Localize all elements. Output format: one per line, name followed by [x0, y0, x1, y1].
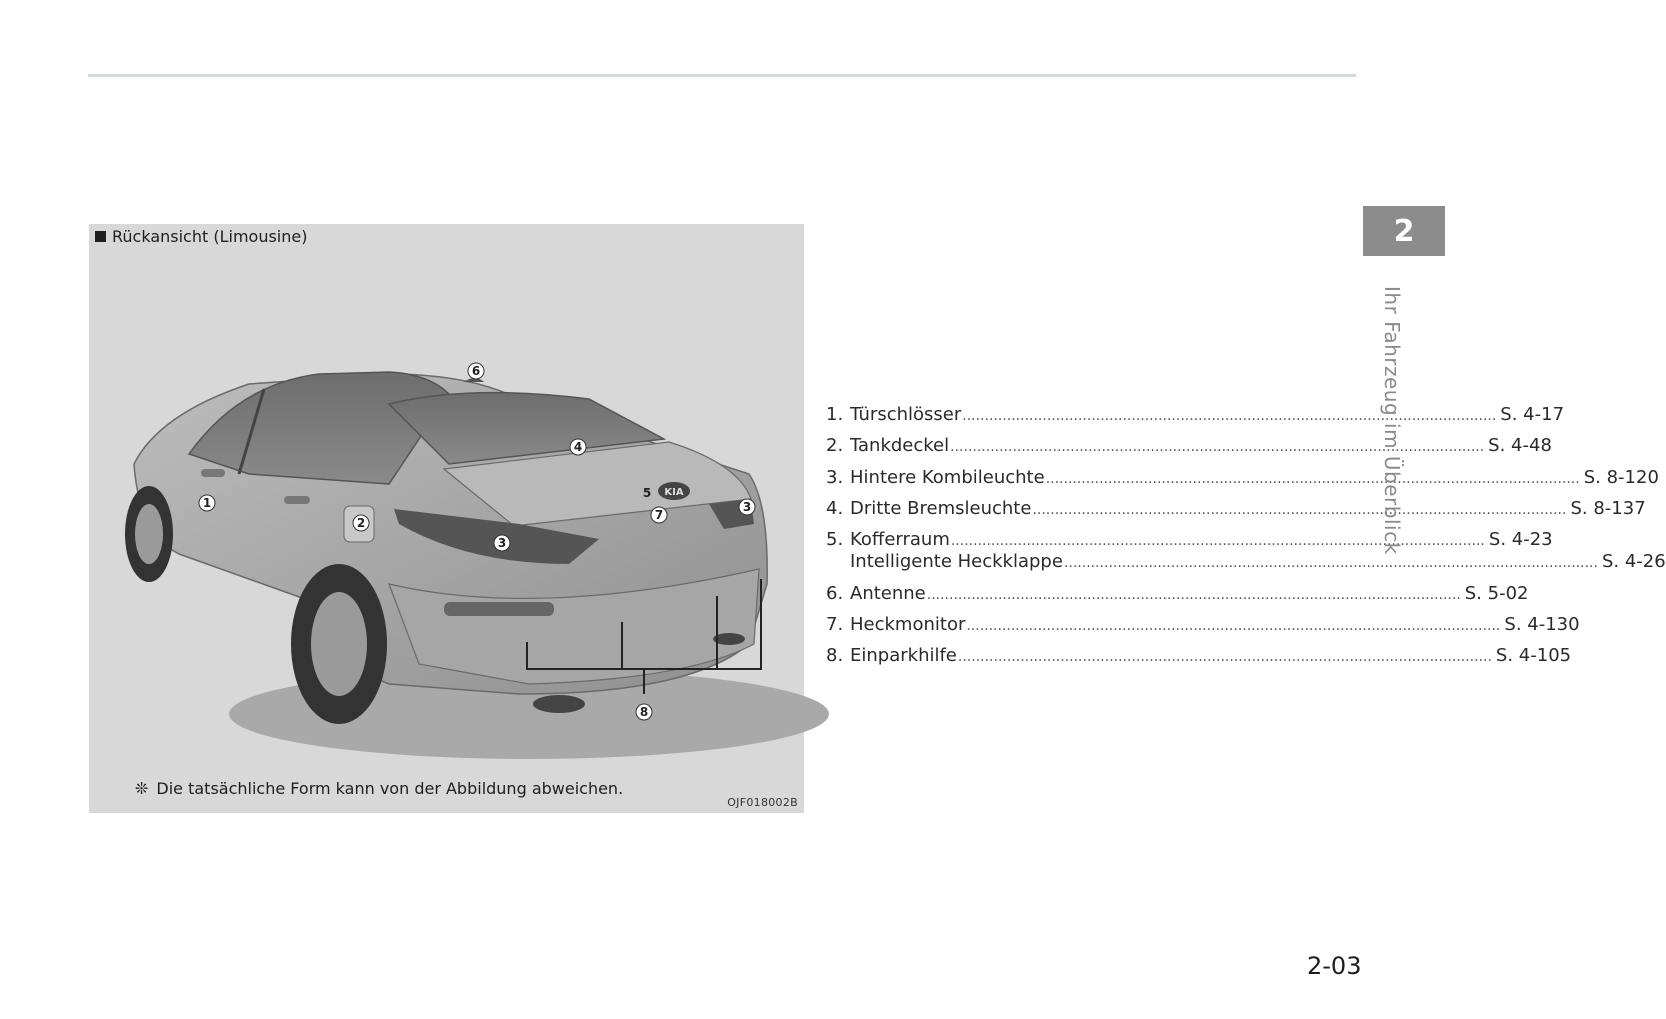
door-handle-rear — [284, 496, 310, 504]
callout-3a: 3 — [497, 536, 507, 550]
legend-page-ref: S. 4-105 — [1495, 645, 1572, 667]
legend-page-ref: S. 4-130 — [1504, 614, 1580, 636]
rear-rim — [311, 592, 367, 696]
legend-item — [826, 610, 1580, 641]
callout-6: 6 — [471, 364, 481, 378]
callout-5: 5 — [642, 486, 652, 500]
legend-label: Einparkhilfe — [850, 645, 957, 667]
callout-2: 2 — [356, 516, 366, 530]
chapter-title: Ihr Fahrzeug im Überblick — [1380, 286, 1404, 555]
leader-dots: ........................................................................................................................ — [957, 649, 1492, 666]
note-asterisk-icon: ❊ — [135, 779, 149, 798]
legend-number: 1. — [826, 404, 844, 425]
rear-view-figure — [89, 224, 804, 813]
callout-4: 4 — [573, 440, 583, 454]
header-rule — [88, 74, 1356, 77]
legend-label: Heckmonitor — [850, 614, 966, 636]
legend-page-ref: S. 4-17 — [1500, 404, 1565, 425]
leader-dots: ........................................................................................................................ — [1032, 501, 1567, 518]
legend-page-ref: S. 4-23 — [1488, 529, 1553, 551]
legend-number: 2. — [826, 435, 844, 457]
legend-number: 7. — [826, 614, 844, 636]
legend-number: 8. — [826, 645, 844, 667]
legend-number: 3. — [826, 466, 844, 488]
reflector — [444, 602, 554, 616]
leader-dots: ........................................................................................................................ — [1063, 555, 1598, 572]
legend-page-ref: S. 8-137 — [1570, 497, 1646, 519]
legend-label: Antenne — [850, 582, 926, 604]
legend-page-ref: S. 4-48 — [1488, 435, 1552, 457]
legend-label: Tankdeckel — [850, 435, 950, 457]
leader-dots: ........................................................................................................................ — [950, 533, 1485, 550]
chapter-tab: 2 — [1363, 206, 1445, 256]
leader-dots: ........................................................................................................................ — [962, 408, 1497, 424]
leader-dots: ........................................................................................................................ — [950, 439, 1485, 456]
legend-label: Türschlösser — [850, 404, 962, 425]
legend-item — [826, 431, 1552, 462]
callout-7: 7 — [654, 508, 664, 522]
legend-item — [826, 641, 1572, 672]
callout-8: 8 — [639, 705, 649, 719]
legend-number: 4. — [826, 497, 844, 519]
legend-label: Dritte Bremsleuchte — [850, 497, 1032, 519]
leader-dots: ........................................................................................................................ — [926, 586, 1461, 603]
door-handle-front — [201, 469, 225, 477]
legend-label: Kofferraum — [850, 529, 950, 551]
kia-badge-text: KIA — [664, 487, 684, 498]
legend-label: Intelligente Heckklappe — [850, 551, 1063, 573]
legend-number: 6. — [826, 582, 844, 604]
page-number: 2-03 — [1307, 952, 1362, 980]
exhaust-tip-left — [533, 695, 585, 713]
legend-number: 5. — [826, 529, 844, 551]
legend-item — [826, 463, 1659, 494]
figure-code: OJF018002B — [727, 796, 798, 809]
legend-item — [826, 494, 1646, 525]
note-text: Die tatsächliche Form kann von der Abbildung abweichen. — [156, 779, 624, 798]
legend-item — [826, 400, 1565, 431]
callout-1: 1 — [202, 496, 212, 510]
legend-page-ref: S. 4-26 — [1601, 551, 1666, 573]
callout-3b: 3 — [742, 500, 752, 514]
front-rim — [135, 504, 163, 564]
figure-title-text: Rückansicht (Limousine) — [112, 227, 308, 246]
leader-dots: ........................................................................................................................ — [966, 618, 1501, 635]
figure-note — [135, 779, 623, 798]
legend-label: Hintere Kombileuchte — [850, 466, 1045, 488]
leader-dots: ........................................................................................................................ — [1045, 470, 1580, 487]
car-rear-illustration — [89, 224, 804, 813]
legend-item — [826, 579, 1529, 610]
legend-item — [826, 547, 1666, 578]
legend-page-ref: S. 5-02 — [1464, 582, 1529, 604]
legend-page-ref: S. 8-120 — [1583, 466, 1659, 488]
